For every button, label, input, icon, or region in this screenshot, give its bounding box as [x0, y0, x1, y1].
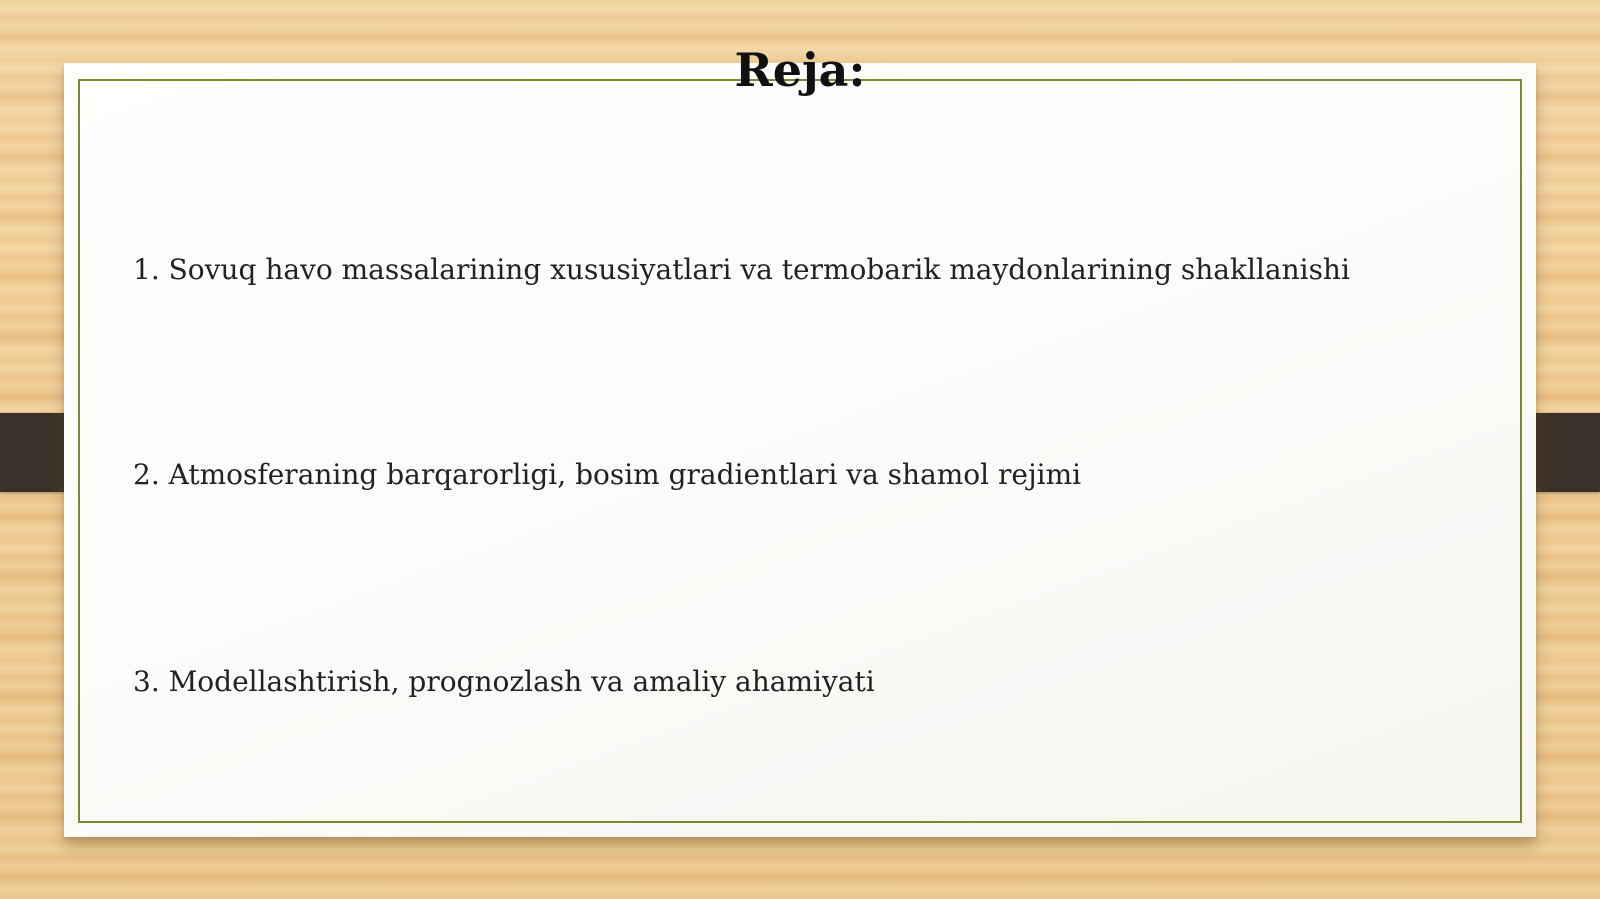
slide-title	[0, 40, 1600, 100]
content-card	[64, 63, 1536, 837]
plan-item-3: 3. Modellashtirish, prognozlash va amaliy ahamiyati	[133, 665, 875, 698]
slide-title-text: Reja:	[734, 43, 866, 97]
plan-item-2: 2. Atmosferaning barqarorligi, bosim gradientlari va shamol rejimi	[133, 458, 1082, 491]
plan-item-1: 1. Sovuq havo massalarining xususiyatlari va termobarik maydonlarining shakllanishi	[133, 253, 1350, 286]
card-frame-border	[78, 79, 1522, 823]
